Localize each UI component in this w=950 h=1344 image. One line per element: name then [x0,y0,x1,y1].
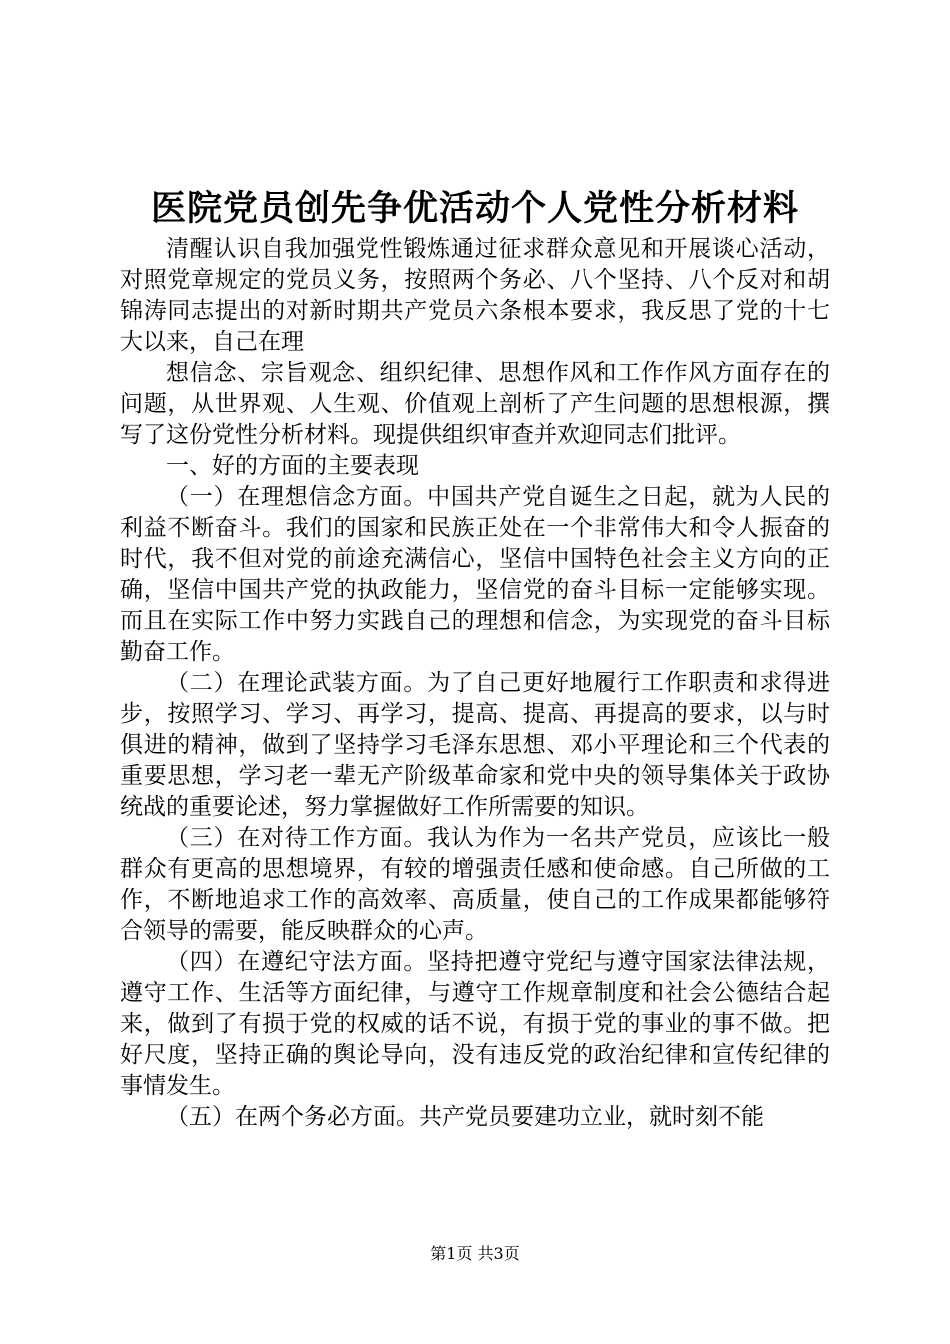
paragraph-work: （三）在对待工作方面。我认为作为一名共产党员，应该比一般群众有更高的思想境界，有较的增强责任感和使命感。自己所做的工作，不断地追求工作的高效率、高质量，使自己的工作成果都能够符合领导的需要，能反映群众的心声。 [120,825,830,944]
paragraph-two-musts: （五）在两个务必方面。共产党员要建功立业，就时刻不能 [166,1104,764,1130]
section-heading: 一、好的方面的主要表现 [166,453,419,479]
paragraph-intro: 清醒认识自我加强党性锻炼通过征求群众意见和开展谈心活动，对照党章规定的党员义务，按照两个务必、八个坚持、八个反对和胡锦涛同志提出的对新时期共产党员六条根本要求，我反思了党的十七大以来，自己在理 [120,236,830,355]
paragraph-theory: （二）在理论武装方面。为了自己更好地履行工作职责和求得进步，按照学习、学习、再学习，提高、提高、再提高的要求，以与时俱进的精神，做到了坚持学习毛泽东思想、邓小平理论和三个代表的重要思想，学习老一辈无产阶级革命家和党中央的领导集体关于政协统战的重要论述，努力掌握做好工作所需要的知识。 [120,670,830,820]
paragraph-ideals: （一）在理想信念方面。中国共产党自诞生之日起，就为人民的利益不断奋斗。我们的国家和民族正处在一个非常伟大和令人振奋的时代，我不但对党的前途充满信心，坚信中国特色社会主义方向的正确，坚信中国共产党的执政能力，坚信党的奋斗目标一定能够实现。而且在实际工作中努力实践自己的理想和信念，为实现党的奋斗目标勤奋工作。 [120,484,830,665]
paragraph-intro-continued: 想信念、宗旨观念、组织纪律、思想作风和工作作风方面存在的问题，从世界观、人生观、价值观上剖析了产生问题的思想根源，撰写了这份党性分析材料。现提供组织审查并欢迎同志们批评。 [120,360,830,448]
document-title: 医院党员创先争优活动个人党性分析材料 [150,188,799,229]
document-body [120,234,830,1133]
page-footer: 第1页 共3页 [430,1244,520,1263]
paragraph-discipline: （四）在遵纪守法方面。坚持把遵守党纪与遵守国家法律法规，遵守工作、生活等方面纪律，与遵守工作规章制度和社会公德结合起来，做到了有损于党的权威的话不说，有损于党的事业的事不做。把好尺度，坚持正确的舆论导向，没有违反党的政治纪律和宣传纪律的事情发生。 [120,949,830,1099]
